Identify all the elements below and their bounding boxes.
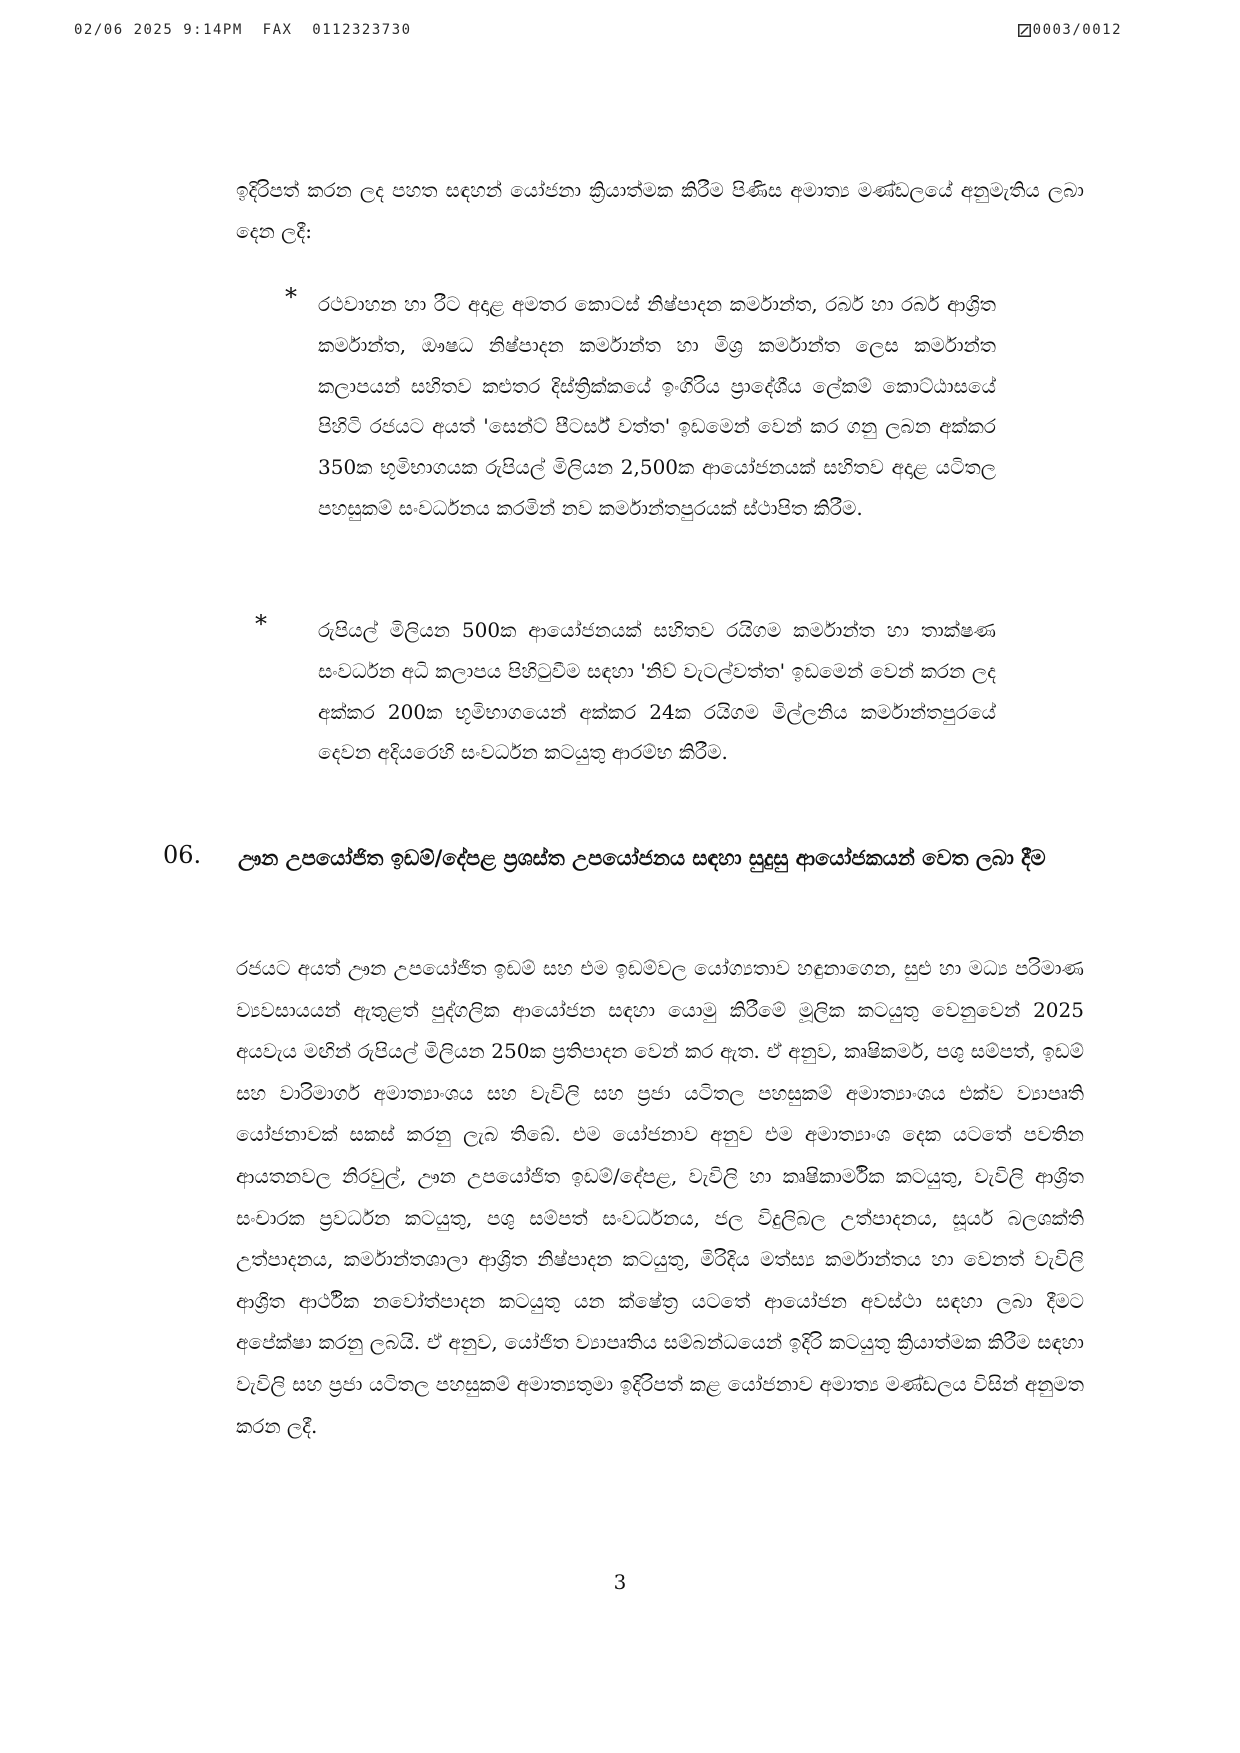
checkbox-icon bbox=[1018, 24, 1031, 37]
section-body-paragraph: රජයට අයත් ඌන උපයෝජිත ඉඩම් සහ එම ඉඩම්වල යෝග්‍යතාව හඳුනාගෙන, සුළු හා මධ්‍ය පරිමාණ ව්‍යවසායයන් ඇතුළත් පුද්ගලික ආයෝජන සඳහා යොමු කිරීමේ මූලික කටයුතු වෙනුවෙන් 2025 අයවැය මඟින් රුපියල් මිලියන 250ක ප්‍රතිපාදන වෙන් කර ඇත. ඒ අනුව, කෘෂිකර්ම, පශු සම්පත්, ඉඩම් සහ වාරිමාර්ග අමාත්‍යාංශය සහ වැවිලි සහ ප්‍රජා යටිතල පහසුකම් අමාත්‍යාංශය එක්ව ව්‍යාපෘති යෝජනාවක් සකස් කරනු ලැබ තිබේ. එම යෝජනාව අනුව එම අමාත්‍යාංශ දෙක යටතේ පවතින ආයතනවල නිරවුල්, ඌන උපයෝජිත ඉඩම්/දේපළ, වැවිලි හා කෘෂිකාර්මික කටයුතු, වැවිලි ආශ්‍රිත සංචාරක ප්‍රවර්ධන කටයුතු, පශු සම්පත් සංවර්ධනය, ජල විදුලිබල උත්පාදනය, සූර්ය බලශක්ති උත්පාදනය, කර්මාන්තශාලා ආශ්‍රිත නිෂ්පාදන කටයුතු, මිරිදිය මත්ස්‍ය කර්මාන්තය හා වෙනත් වැවිලි ආශ්‍රිත ආර්ථික නවෝත්පාදන කටයුතු යන ක්ෂේත්‍ර යටතේ ආයෝජන අවස්ථා සඳහා ලබා දීමට අපේක්ෂා කරනු ලබයි. ඒ අනුව, යෝජිත ව්‍යාපෘතිය සම්බන්ධයෙන් ඉදිරි කටයුතු ක්‍රියාත්මක කිරීම සඳහා වැවිලි සහ ප්‍රජා යටිතල පහසුකම් අමාත්‍යතුමා ඉදිරිපත් කළ යෝජනාව අමාත්‍ය මණ්ඩලය විසින් අනුමත කරන ලදී. bbox=[236, 956, 1084, 1438]
section-title: ඌන උපයෝජිත ඉඩම්/දේපළ ප්‍රශස්ත උපයෝජනය සඳහා සුදුසු ආයෝජකයන් වෙත ලබා දීම bbox=[238, 845, 1046, 870]
fax-transmission-line: 02/06 2025 9:14PM FAX 0112323730 bbox=[74, 22, 412, 38]
fax-page-counter bbox=[1018, 22, 1122, 38]
page-number: 3 bbox=[613, 1570, 627, 1594]
fax-page-counter-text: 0003/0012 bbox=[1032, 22, 1122, 38]
fax-header bbox=[74, 22, 1122, 46]
intro-paragraph: ඉදිරිපත් කරන ලද පහත සඳහන් යෝජනා ක්‍රියාත්මක කිරීම පිණිස අමාත්‍ය මණ්ඩලයේ අනුමැතිය ලබා දෙන ලදී: bbox=[236, 178, 1084, 243]
section-number: 06. bbox=[163, 841, 202, 869]
bullet-marker: * bbox=[255, 610, 267, 638]
bullet-marker: * bbox=[285, 283, 297, 311]
bullet-item-industrial-estate: රථවාහන හා රීට අදාළ අමතර කොටස් නිෂ්පාදන කර්මාන්ත, රබර් හා රබර් ආශ්‍රිත කර්මාන්ත, ඖෂධ නිෂ්පාදන කර්මාන්ත හා මිශ්‍ර කර්මාන්ත ලෙස කර්මාන්ත කලාපයන් සහිතව කළුතර දිස්ත්‍රික්කයේ ඉංගිරිය ප්‍රාදේශීය ලේකම් කොට්ඨාසයේ පිහිටි රජයට අයත් 'සෙන්ට් පීටර්ස් වත්ත' ඉඩමෙන් වෙන් කර ගනු ලබන අක්කර 350ක භූමිභාගයක රුපියල් මිලියන 2,500ක ආයෝජනයක් සහිතව අදාළ යටිතල පහසුකම් සංවර්ධනය කරමින් නව කර්මාන්තපුරයක් ස්ථාපිත කිරීම. bbox=[318, 292, 996, 520]
bullet-item-raigama-zone: රුපියල් මිලියන 500ක ආයෝජනයක් සහිතව රයිගම කර්මාන්ත හා තාක්ෂණ සංවර්ධන අධි කලාපය පිහිටුවීම සඳහා 'නිව් වැටල්වත්ත' ඉඩමෙන් වෙන් කරන ලද අක්කර 200ක භූමිභාගයෙන් අක්කර 24ක රයිගම මිල්ලනිය කර්මාන්තපුරයේ දෙවන අදියරෙහි සංවර්ධන කටයුතු ආරම්භ කිරීම. bbox=[318, 618, 996, 765]
